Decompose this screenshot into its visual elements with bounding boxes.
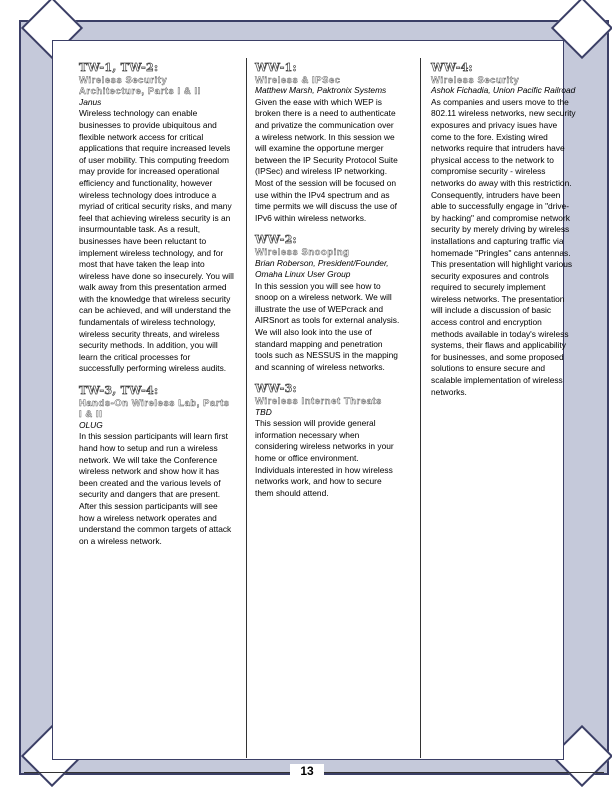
- session-title: Hands-On Wireless Lab, Parts I & II: [79, 396, 230, 420]
- session-speaker: Matthew Marsh, Paktronix Systems: [255, 85, 387, 96]
- session-ww-3: [255, 383, 400, 499]
- session-code: WW-2:: [255, 233, 297, 247]
- column-divider: [246, 58, 247, 758]
- session-code: WW-1:: [255, 61, 297, 74]
- session-ww-4: [431, 62, 576, 398]
- column-2: [255, 62, 400, 509]
- page-number: 13: [290, 764, 324, 778]
- session-title: Wireless Security: [431, 73, 520, 85]
- session-code: TW-1, TW-2:: [79, 61, 159, 74]
- session-tw-1-2: [79, 62, 235, 375]
- session-description: Wireless technology can enable businesses to provide ubiquitous and flexible network access for critical applications that require increased levels of user mobility. This computing freedom may provide for increased operational efficiency and functionality, however wireless technology does introduce a myriad of critical security risks, and many feel that achieving wireless security is an insurmountable task. As a result, businesses have been reluctant to implement wireless technology, and for most that have taken the leap into wireless have done so insecurely. You will walk away from this presentation armed with the knowledge that wireless security can be achieved, and will understand the fundamentals of wireless technology, wireless security threats, and wireless security methods. In addition, you will learn the critical processes for successfully performing wireless audits.: [79, 108, 234, 374]
- session-speaker: Brian Roberson, President/Founder, Omaha Linux User Group: [255, 257, 389, 280]
- session-code: TW-3, TW-4:: [79, 384, 159, 398]
- session-title: Wireless & IPSec: [255, 73, 341, 85]
- session-speaker: TBD: [255, 406, 272, 417]
- session-description: As companies and users move to the 802.11 wireless networks, new security exposures and privacy isues have come to the fore. Existing wired networks require that intruders have physical access to the network to compromise security - wireless networks do away with this restriction. Consequently, intruders have been able to successfully engage in "drive-by hacking" and compromise network security by merely driving by wireless installations and capturing traffic via homemade "Pringles" cans antennas. This presentation will highlight various security exposures and controls required to securely implement wireless networks. The presentation will include a discussion of basic access control and encryption methods available in today's wireless systems, their flaws and applicability for businesses, and some proposed solutions to ensure secure and scalable implementation of wireless networks.: [431, 96, 576, 397]
- session-description: In this session participants will learn first hand how to setup and run a wireless network. We will take the Conference wireless network and show how it has been created and the various levels of security and dangers that are present. After this session participants will see how a wireless network operates and understand the common targets of attack on a wireless network.: [79, 431, 232, 546]
- session-description: Given the ease with which WEP is broken there is a need to authenticate and privatize the communication over a wireless network. In this session we will examine the opportune merger between the IP Security Protocol Suite (IPSec) and wireless IP networking. Most of the session will be focused on use within the IPv4 spectrum and as time permits we will discuss the use of IPv6 within wireless networks.: [255, 96, 398, 223]
- session-speaker: Ashok Fichadia, Union Pacific Railroad: [431, 85, 576, 96]
- session-description: In this session you will see how to snoop on a wireless network. We will illustrate the use of WEPcrack and AIRSnort as tools for external analysis. We will also look into the use of standard mapping and penetration tools such as NESSUS in the mapping and scanning of wireless networks.: [255, 280, 400, 372]
- column-divider: [420, 58, 421, 758]
- session-code: WW-4:: [431, 61, 473, 74]
- session-ww-1: [255, 62, 400, 224]
- session-description: This session will provide general information necessary when considering wireless networks in your home or office environment. Individuals interested in how wireless networks work, and how to secure them should attend.: [255, 418, 394, 498]
- session-title: Wireless Security Architecture, Parts I & II: [79, 73, 201, 97]
- session-code: WW-3:: [255, 382, 297, 396]
- session-ww-2: [255, 234, 400, 373]
- session-speaker: OLUG: [79, 419, 103, 430]
- session-tw-3-4: [79, 385, 235, 547]
- session-title: Wireless Internet Threats: [255, 395, 382, 407]
- session-title: Wireless Snooping: [255, 245, 350, 257]
- column-1: [79, 62, 235, 557]
- column-3: [431, 62, 576, 408]
- session-speaker: Janus: [79, 96, 102, 107]
